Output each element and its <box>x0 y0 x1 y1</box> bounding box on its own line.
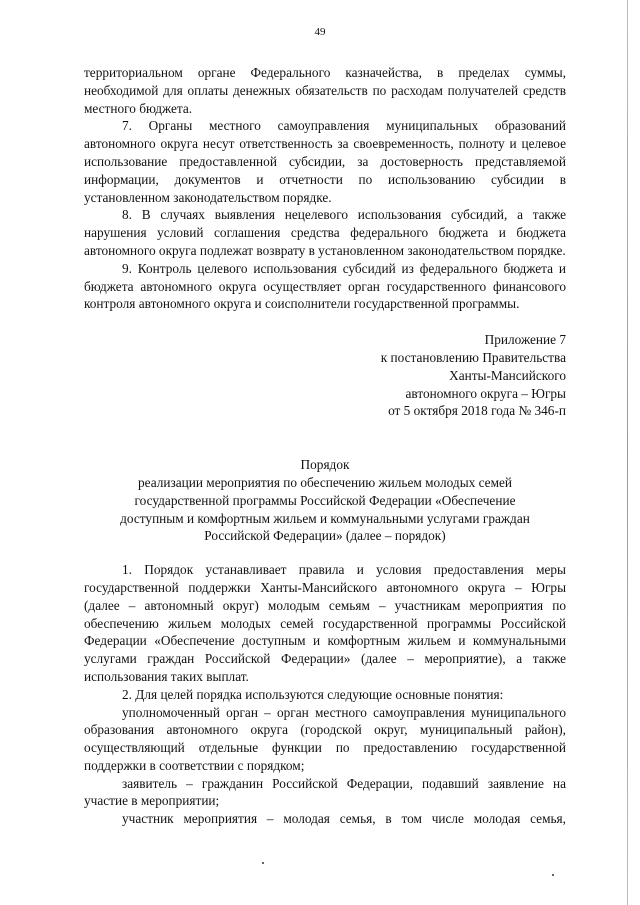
paragraph-8: 8. В случаях выявления нецелевого использования субсидий, а также нарушения условий соглашения средства федерального бюджета и бюджета автономного округа подлежат возврату в установленном законодательством порядке. <box>84 207 566 258</box>
page-number: 49 <box>314 26 326 38</box>
title-line: доступным и комфортным жильем и коммунальными услугами граждан <box>120 510 530 526</box>
scan-edge <box>627 0 628 905</box>
title-line: Российской Федерации» (далее – порядок) <box>204 528 446 544</box>
scan-speck <box>262 862 264 864</box>
paragraph-1: 1. Порядок устанавливает правила и условия предоставления меры государственной поддержки Ханты-Мансийского автономного округа – Югры (далее – автономный округ) молодым семьям – участникам мероприятия по обеспечению жильем молодых семей государственной программы Российской Федерации «Обеспечение доступным и комфортным жильем и коммунальными услугами граждан Российской Федерации» (далее – мероприятие), а также использования таких выплат. <box>84 562 566 684</box>
definition-participant: участник мероприятия – молодая семья, в том числе молодая семья, <box>122 811 566 827</box>
definition-authorized-body: уполномоченный орган – орган местного самоуправления муниципального образования автономного округа (городской округ, муниципальный район), осуществляющий отдельные функции по предоставлению государственной поддержки в соответствии с порядком; <box>84 704 566 773</box>
document-body <box>84 64 566 828</box>
appendix-line: от 5 октября 2018 года № 346-п <box>388 403 566 419</box>
paragraph-9: 9. Контроль целевого использования субсидий из федерального бюджета и бюджета автономного округа осуществляет орган государственного финансового контроля автономного округа и соисполнители государственной программы. <box>84 260 566 312</box>
paragraph-2: 2. Для целей порядка используются следующие основные понятия: <box>122 686 504 702</box>
title-line: реализации мероприятия по обеспечению жильем молодых семей <box>137 474 512 490</box>
appendix-line: Приложение 7 <box>484 332 566 348</box>
definition-applicant: заявитель – гражданин Российской Федерации, подавший заявление на участие в мероприятии; <box>84 775 566 809</box>
title-line: Порядок <box>300 457 350 473</box>
appendix-header <box>84 331 566 420</box>
procedure-body <box>84 561 566 828</box>
scan-speck <box>552 874 554 876</box>
appendix-line: Ханты-Мансийского <box>449 367 566 383</box>
paragraph-continuation: территориальном органе Федерального казначейства, в пределах суммы, необходимой для оплаты денежных обязательств по расходам получателей средств местного бюджета. <box>84 65 566 116</box>
document-title <box>84 456 566 545</box>
appendix-line: к постановлению Правительства <box>380 349 566 365</box>
appendix-line: автономного округа – Югры <box>405 385 566 401</box>
paragraph-7: 7. Органы местного самоуправления муниципальных образований автономного округа несут ответственность за своевременность, полноту и целевое использование предоставленной субсидии, за достоверность представляемой информации, документов и отчетности по использованию субсидии в установленном законодательством порядке. <box>84 118 566 205</box>
title-line: государственной программы Российской Федерации «Обеспечение <box>134 492 516 508</box>
